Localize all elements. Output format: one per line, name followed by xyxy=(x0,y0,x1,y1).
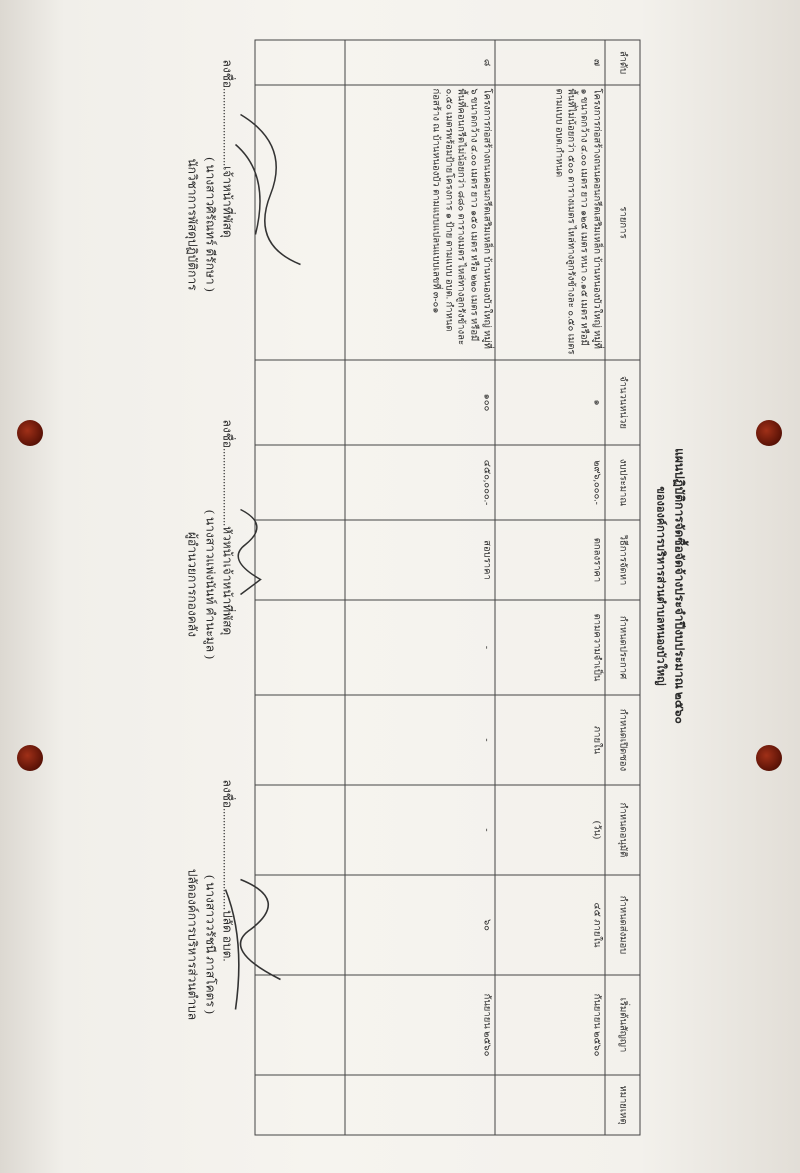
cell-contract: กันยายน ๒๕๖๐ xyxy=(495,975,605,1075)
header-budget: งบประมาณ xyxy=(605,445,640,520)
header-announce: กำหนดประกาศ xyxy=(605,600,640,695)
cell-announce: - xyxy=(345,600,495,695)
handwritten-signature-right xyxy=(211,870,301,1020)
signer-position: ผู้อำนวยการกองคลัง xyxy=(185,532,200,637)
table-row xyxy=(345,40,495,1135)
signer-position: นักวิชาการพัสดุปฏิบัติการ xyxy=(185,158,200,291)
document-title: แผนปฏิบัติการจัดซื้อจัดจ้างประจำปีงบประมาณ ๒๕๖๐ xyxy=(672,448,687,724)
handwritten-signature-left xyxy=(221,105,311,275)
cell-budget: ๔๕๐,๐๐๐.- xyxy=(345,445,495,520)
header-open: กำหนดเปิดซอง xyxy=(605,695,640,785)
table-row xyxy=(495,40,605,1135)
cell-deliver: ๖๐ xyxy=(345,875,495,975)
cell-remark xyxy=(495,1075,605,1135)
cell-announce: ตามความจำเป็น xyxy=(495,600,605,695)
signer-name: ( นางสาววรัชนี ภาสโคตร ) xyxy=(203,875,218,1014)
signer-name: ( นางสาวแพ่งนันท์ คำนะมูล ) xyxy=(203,509,218,660)
header-deliver: กำหนดส่งมอบ xyxy=(605,875,640,975)
cell-budget: ๒๙๖,๐๐๐.- xyxy=(495,445,605,520)
cell-method: สอบราคา xyxy=(345,520,495,600)
header-remark: หมายเหตุ xyxy=(605,1075,640,1135)
cell-qty: ๑๐๐ xyxy=(345,360,495,445)
signature-line: ลงชื่อ..................................ปลัด อบต. xyxy=(220,779,235,962)
header-contract: เริ่มต้นสัญญา xyxy=(605,975,640,1075)
rotated-document xyxy=(1,0,800,1173)
signature-line: ลงชื่อ..........................เจ้าหน้าที่พัสดุ xyxy=(220,59,235,238)
cell-open: ภายใน xyxy=(495,695,605,785)
table-header-row xyxy=(605,40,640,1135)
cell-no: ๗ xyxy=(495,40,605,85)
cell-approve: (วัน) xyxy=(495,785,605,875)
header-no: ลำดับ xyxy=(605,40,640,85)
header-qty: จำนวนหน่วย xyxy=(605,360,640,445)
cell-qty: ๑ xyxy=(495,360,605,445)
signer-position: ปลัดองค์การบริหารส่วนตำบล xyxy=(185,868,200,1021)
header-method: วิธีการจัดหา xyxy=(605,520,640,600)
signature-line: ลงชื่อ..........................หัวหน้าเจ้าหน้าที่พัสดุ xyxy=(220,419,235,636)
handwritten-signature-middle xyxy=(221,500,281,620)
cell-item: โครงการก่อสร้างถนนคอนกรีตเสริมเหล็ก บ้านหนองบัวใหญ่ หมู่ที่ ๖ ขนาดกว้าง ๔.๐๐ เมตร ยาว ๑๕๐ เมตร หรือ ๒๒๐ เมตร หรือมีพื้นที่คอนกรีตไม่น้อยกว่า ๘๘๐ ตารางเมตร ไหล่ทางลูกรังข้างละ ๐.๕๐ เมตรพร้อมป้ายโครงการ ๑ ป้าย ตามแบบ อบต. กำหนด ก่อสร้าง ณ บ้านหนองบัว ตามแบบแปลนแบบเลขที่ ๓-๐๑ xyxy=(345,85,495,360)
cell-remark xyxy=(345,1075,495,1135)
cell-contract: กันยายน ๒๕๖๐ xyxy=(345,975,495,1075)
document-subtitle: ขององค์การบริหารส่วนตำบลหนองบัวใหญ่ xyxy=(654,486,667,686)
cell-method: ตกลงราคา xyxy=(495,520,605,600)
header-item: รายการ xyxy=(605,85,640,360)
cell-deliver: ๔๕ ภายใน xyxy=(495,875,605,975)
cell-item: โครงการก่อสร้างถนนคอนกรีตเสริมเหล็ก บ้านหนองบัวใหญ่ หมู่ที่ ๑ ขนาดกว้าง ๔.๐๐ เมตร ยาว ๑๒๕ เมตร หนา ๐.๑๕ เมตร หรือมีพื้นที่ไม่น้อยกว่า ๕๐๐ ตารางเมตร ไหล่ทางลูกรังข้างละ ๐.๕๐ เมตร ตามแบบ อบต.กำหนด xyxy=(495,85,605,360)
cell-no: ๘ xyxy=(345,40,495,85)
header-approve: กำหนดอนุมัติ xyxy=(605,785,640,875)
procurement-table xyxy=(255,40,641,1136)
cell-approve: - xyxy=(345,785,495,875)
cell-open: - xyxy=(345,695,495,785)
signer-name: ( นางสาวศิรัณทร์ ดีรักษา ) xyxy=(203,157,218,292)
